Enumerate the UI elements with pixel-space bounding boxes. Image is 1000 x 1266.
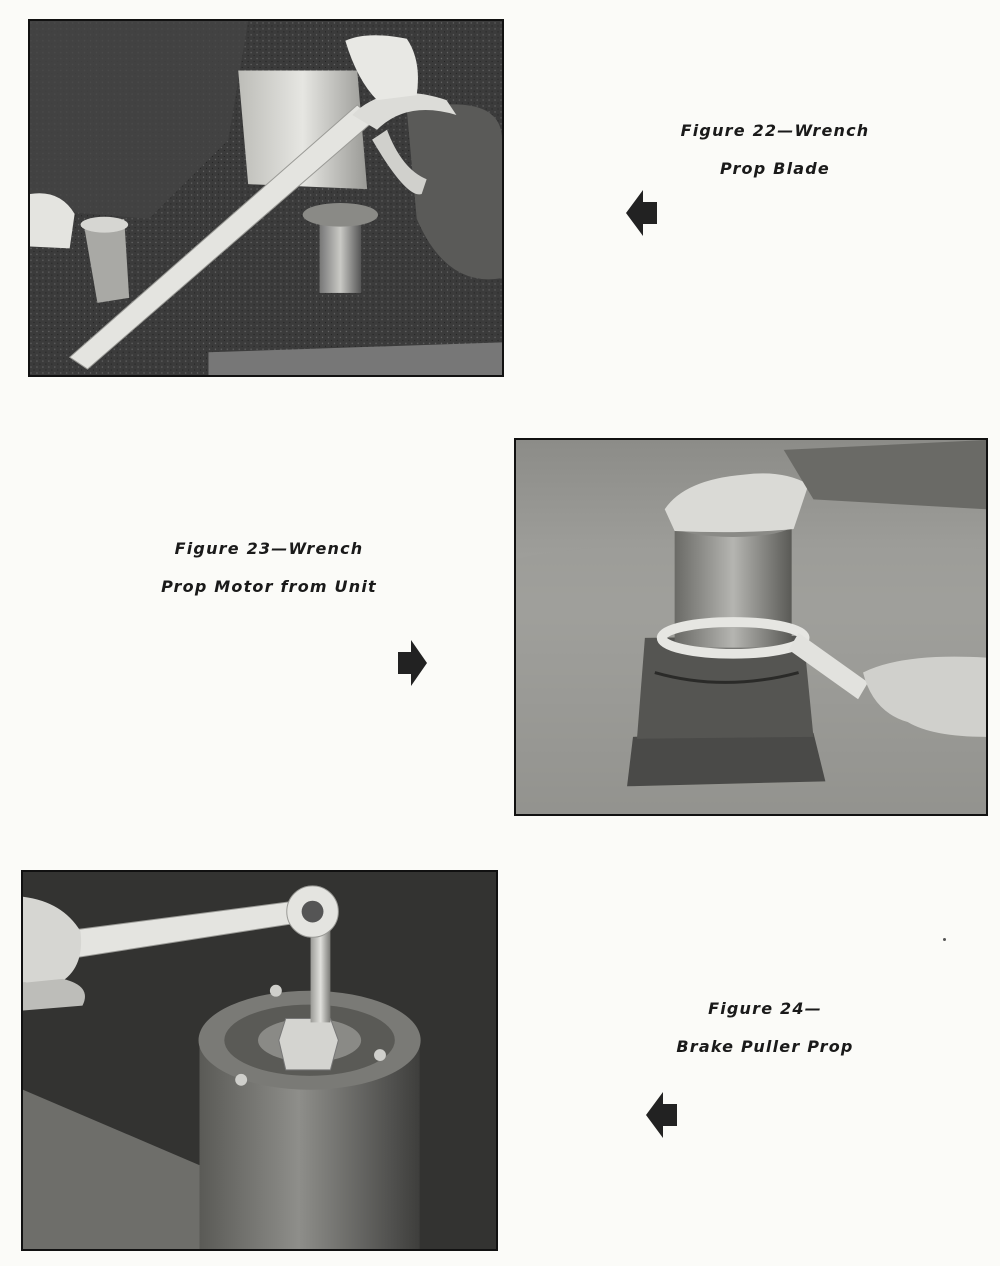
figure-24-caption-subtitle: Brake Puller Prop [676,1037,854,1056]
figure-23-arrow-right-icon [398,640,428,686]
figure-24-photo-image [23,872,496,1249]
figure-22-caption-subtitle: Prop Blade [720,159,830,178]
figure-22-photo [28,19,504,377]
figure-22-photo-image [30,21,502,375]
figure-24-arrow-left-icon [646,1092,678,1138]
figure-23-photo [514,438,988,816]
figure-24-caption-title: Figure 24— [708,999,822,1018]
figure-22-arrow-left-icon [626,190,658,236]
figure-22-caption-title: Figure 22—Wrench [680,121,870,140]
figure-23-caption [144,530,394,606]
figure-23-photo-image [516,440,986,814]
figure-23-caption-title: Figure 23—Wrench [174,539,364,558]
figure-24-photo [21,870,498,1251]
scan-speck [943,938,946,941]
figure-24-caption [650,990,880,1066]
figure-23-caption-subtitle: Prop Motor from Unit [161,577,377,596]
figure-22-caption [660,112,890,188]
